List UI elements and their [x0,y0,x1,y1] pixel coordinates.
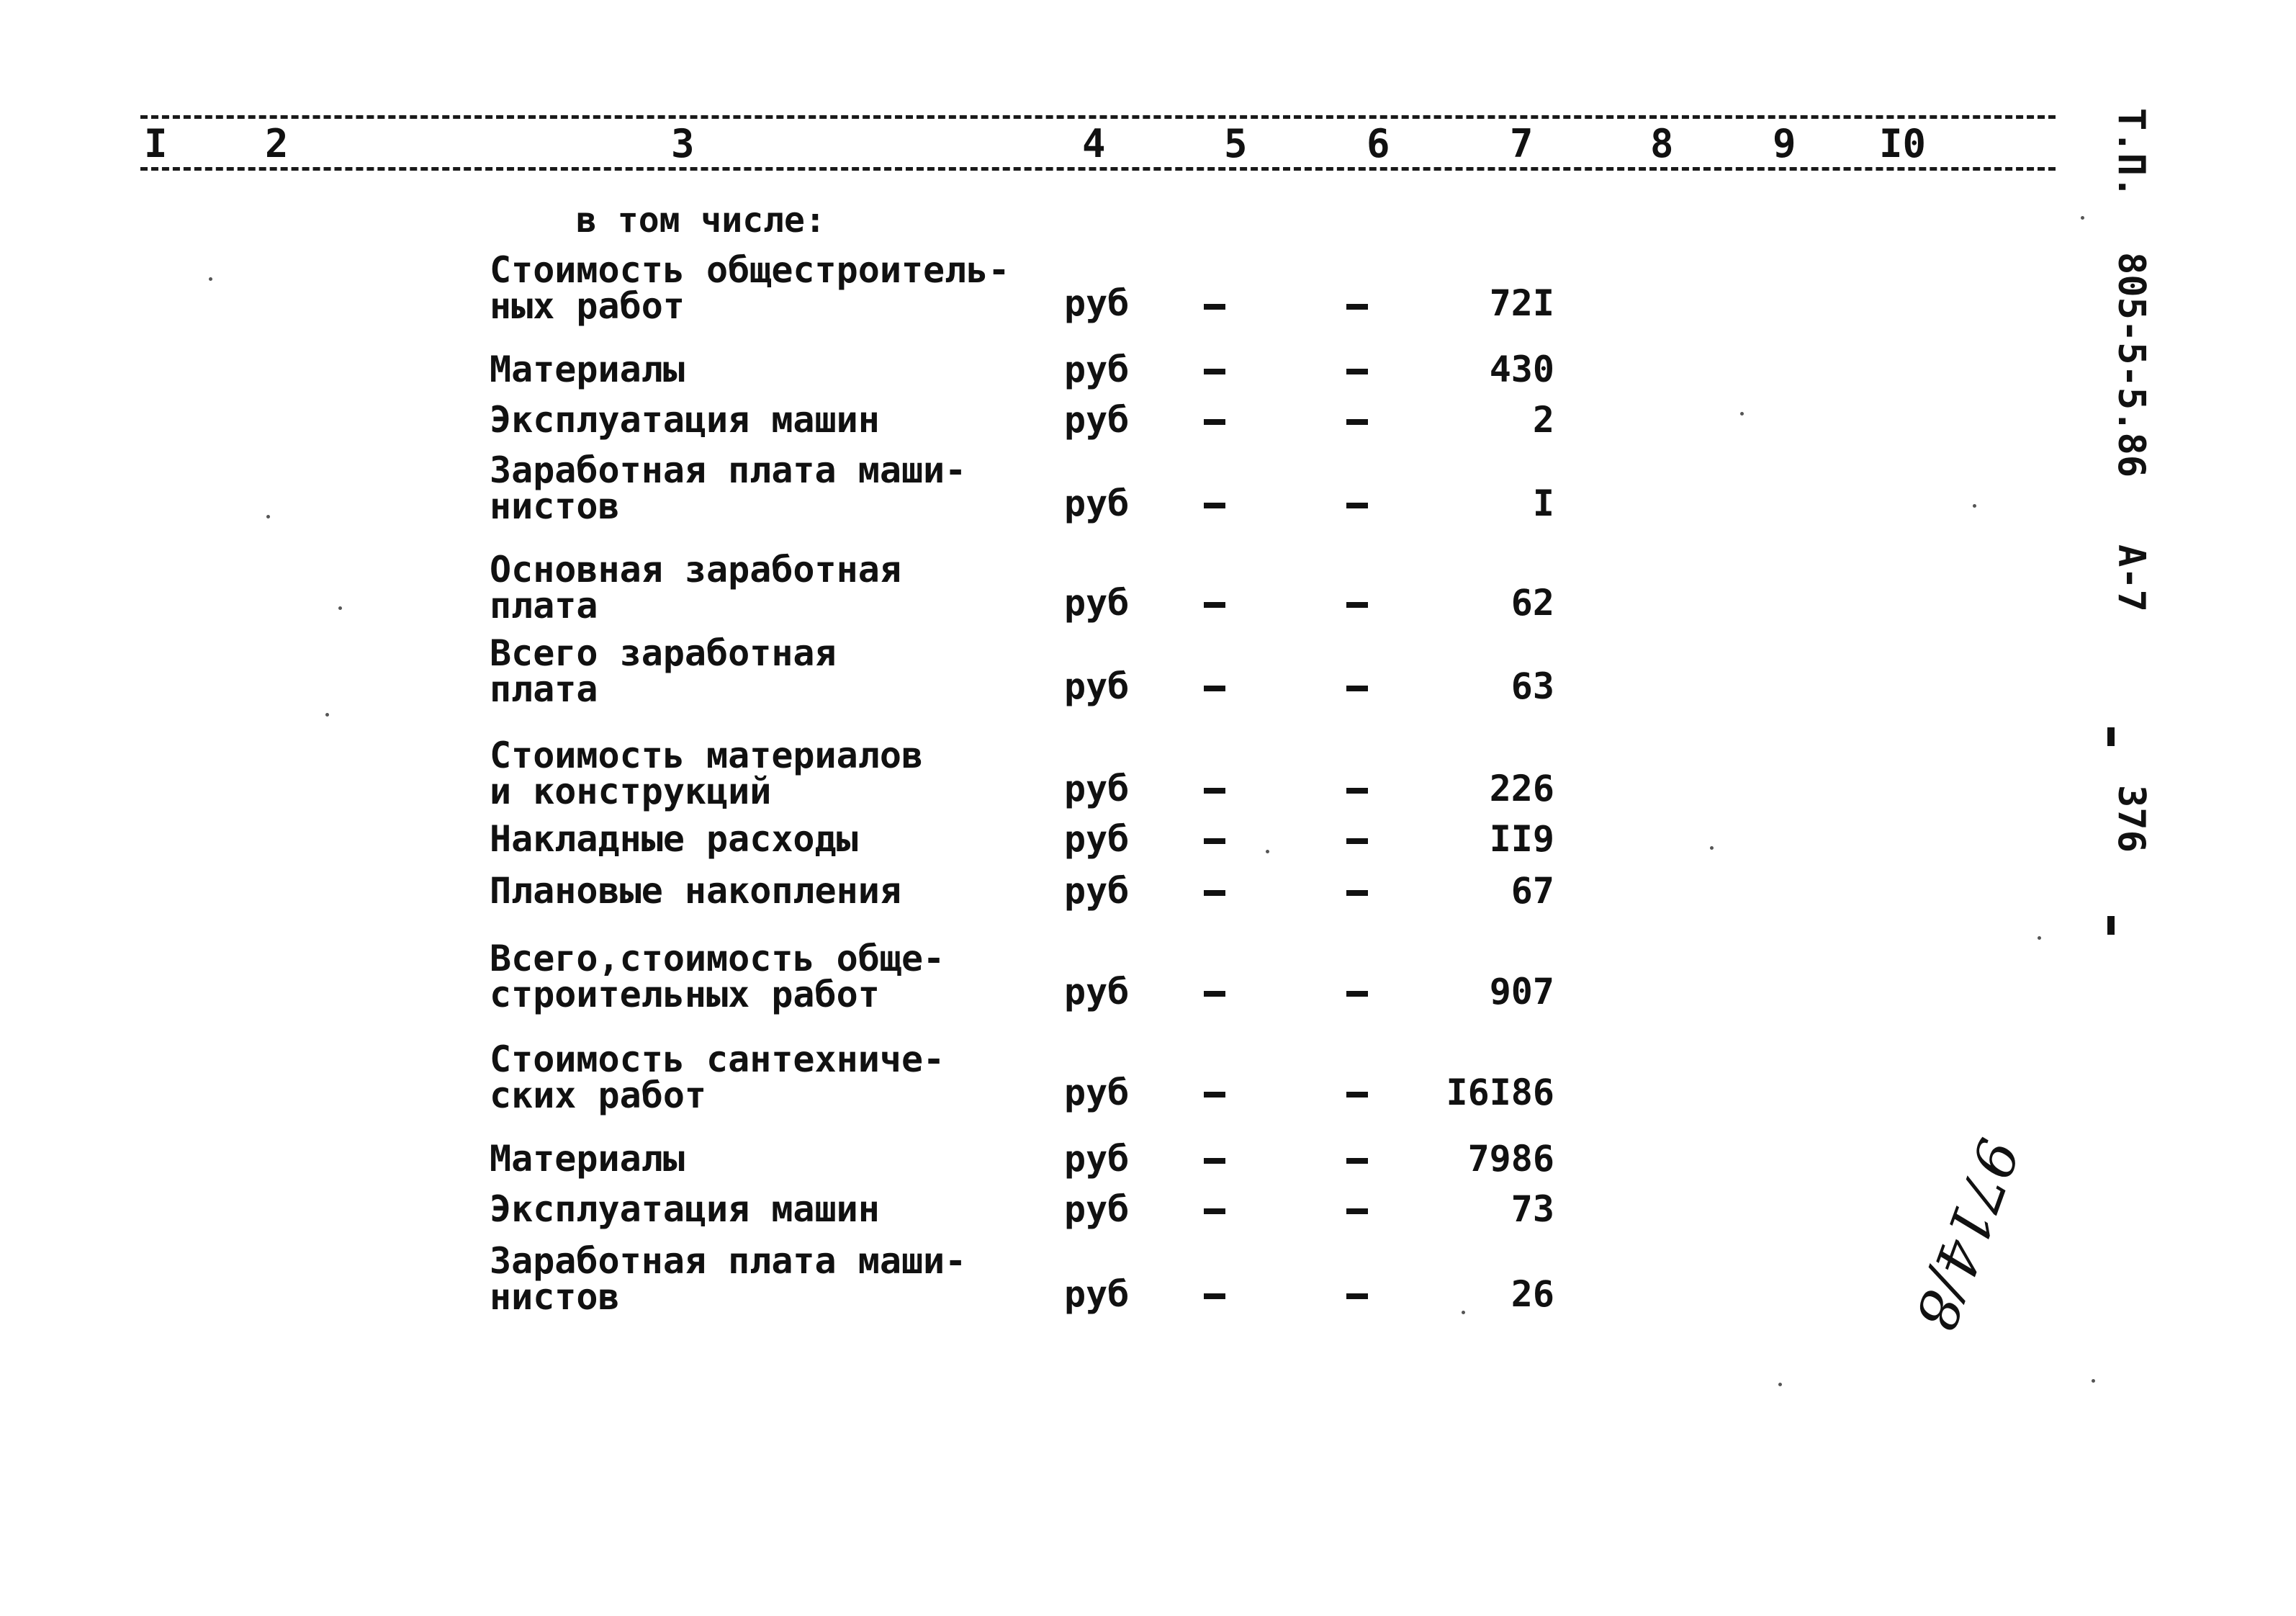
row-dash-col6 [1346,991,1368,997]
row-dash-col6 [1346,419,1368,425]
side-dash-mark [2107,916,2115,935]
column-header-6: 6 [1367,121,1390,166]
column-header-3: 3 [671,121,695,166]
row-dash-col6 [1346,503,1368,508]
side-tp-label: Т.П. [2110,108,2153,199]
row-dash-col5 [1204,838,1225,844]
row-dash-col5 [1204,602,1225,608]
row-dash-col5 [1204,1208,1225,1214]
side-album-label: А-7 [2110,544,2153,612]
row-label: Основная заработная плата [490,549,901,627]
row-value: 430 [1489,349,1554,390]
scan-speck [1266,850,1269,853]
row-label: Накладные расходы [490,818,858,860]
handwritten-note: 9714/8 [1901,1130,2030,1338]
row-value: 63 [1511,665,1554,707]
column-header-10: I0 [1879,121,1927,166]
column-header-5: 5 [1224,121,1248,166]
row-label: Стоимость общестроитель- ных работ [490,249,1010,327]
scan-speck [1973,504,1976,508]
row-dash-col6 [1346,1092,1368,1097]
row-label: Материалы [490,349,685,390]
row-unit: руб [1064,971,1130,1013]
row-dash-col6 [1346,1293,1368,1299]
row-dash-col6 [1346,788,1368,794]
row-dash-col5 [1204,1158,1225,1164]
scan-speck [1462,1311,1465,1314]
row-dash-col5 [1204,419,1225,425]
row-label: Всего заработная плата [490,632,837,710]
row-dash-col5 [1204,1293,1225,1299]
scan-speck [325,713,329,717]
row-dash-col5 [1204,788,1225,794]
row-dash-col5 [1204,991,1225,997]
row-unit: руб [1064,349,1130,390]
header-rule-top [140,115,2056,119]
side-page-number: 376 [2110,785,2153,853]
scan-speck [1710,846,1714,850]
scan-speck [209,277,212,281]
header-rule-bottom [140,167,2056,171]
row-value: 226 [1489,768,1554,809]
side-project-code: 805-5-5.86 [2110,252,2153,478]
row-unit: руб [1064,768,1130,809]
row-dash-col5 [1204,686,1225,691]
row-dash-col6 [1346,304,1368,310]
row-label: Заработная плата маши- нистов [490,1240,967,1318]
column-header-4: 4 [1082,121,1106,166]
row-value: 26 [1511,1273,1554,1315]
column-header-7: 7 [1510,121,1534,166]
row-unit: руб [1064,1273,1130,1315]
row-value: II9 [1489,818,1554,860]
row-value: 73 [1511,1188,1554,1230]
scan-speck [1740,412,1744,416]
row-value: I6I86 [1446,1072,1554,1113]
row-dash-col6 [1346,369,1368,374]
row-dash-col5 [1204,304,1225,310]
row-label: Стоимость сантехниче- ских работ [490,1038,945,1116]
row-dash-col6 [1346,890,1368,896]
row-dash-col5 [1204,890,1225,896]
column-header-8: 8 [1650,121,1674,166]
row-value: 7986 [1467,1138,1554,1180]
scan-speck [1778,1383,1782,1386]
subheading: в том числе: [576,200,826,241]
row-dash-col5 [1204,1092,1225,1097]
row-unit: руб [1064,482,1130,524]
row-unit: руб [1064,665,1130,707]
row-unit: руб [1064,1072,1130,1113]
row-unit: руб [1064,1138,1130,1180]
row-value: 72I [1489,282,1554,324]
scan-speck [2092,1379,2095,1383]
scan-speck [338,606,342,610]
row-unit: руб [1064,1188,1130,1230]
row-label: Эксплуатация машин [490,1188,880,1230]
scan-speck [2081,216,2084,220]
column-header-2: 2 [265,121,289,166]
row-unit: руб [1064,582,1130,624]
row-dash-col6 [1346,1158,1368,1164]
row-value: I [1532,482,1554,524]
row-label: Материалы [490,1138,685,1180]
row-unit: руб [1064,282,1130,324]
row-dash-col6 [1346,1208,1368,1214]
row-dash-col6 [1346,602,1368,608]
scan-speck [266,515,270,519]
column-header-1: I [144,121,168,166]
row-label: Стоимость материалов и конструкций [490,735,924,812]
row-label: Заработная плата маши- нистов [490,449,967,527]
row-label: Плановые накопления [490,870,901,912]
row-unit: руб [1064,870,1130,912]
scan-speck [2038,936,2041,940]
row-value: 907 [1489,971,1554,1013]
column-header-9: 9 [1773,121,1796,166]
row-dash-col6 [1346,838,1368,844]
row-dash-col5 [1204,503,1225,508]
side-dash-mark [2107,727,2115,746]
row-unit: руб [1064,399,1130,441]
row-dash-col6 [1346,686,1368,691]
row-value: 67 [1511,870,1554,912]
row-label: Всего,стоимость обще- строительных работ [490,938,945,1015]
row-value: 62 [1511,582,1554,624]
row-label: Эксплуатация машин [490,399,880,441]
row-dash-col5 [1204,369,1225,374]
row-unit: руб [1064,818,1130,860]
row-value: 2 [1532,399,1554,441]
